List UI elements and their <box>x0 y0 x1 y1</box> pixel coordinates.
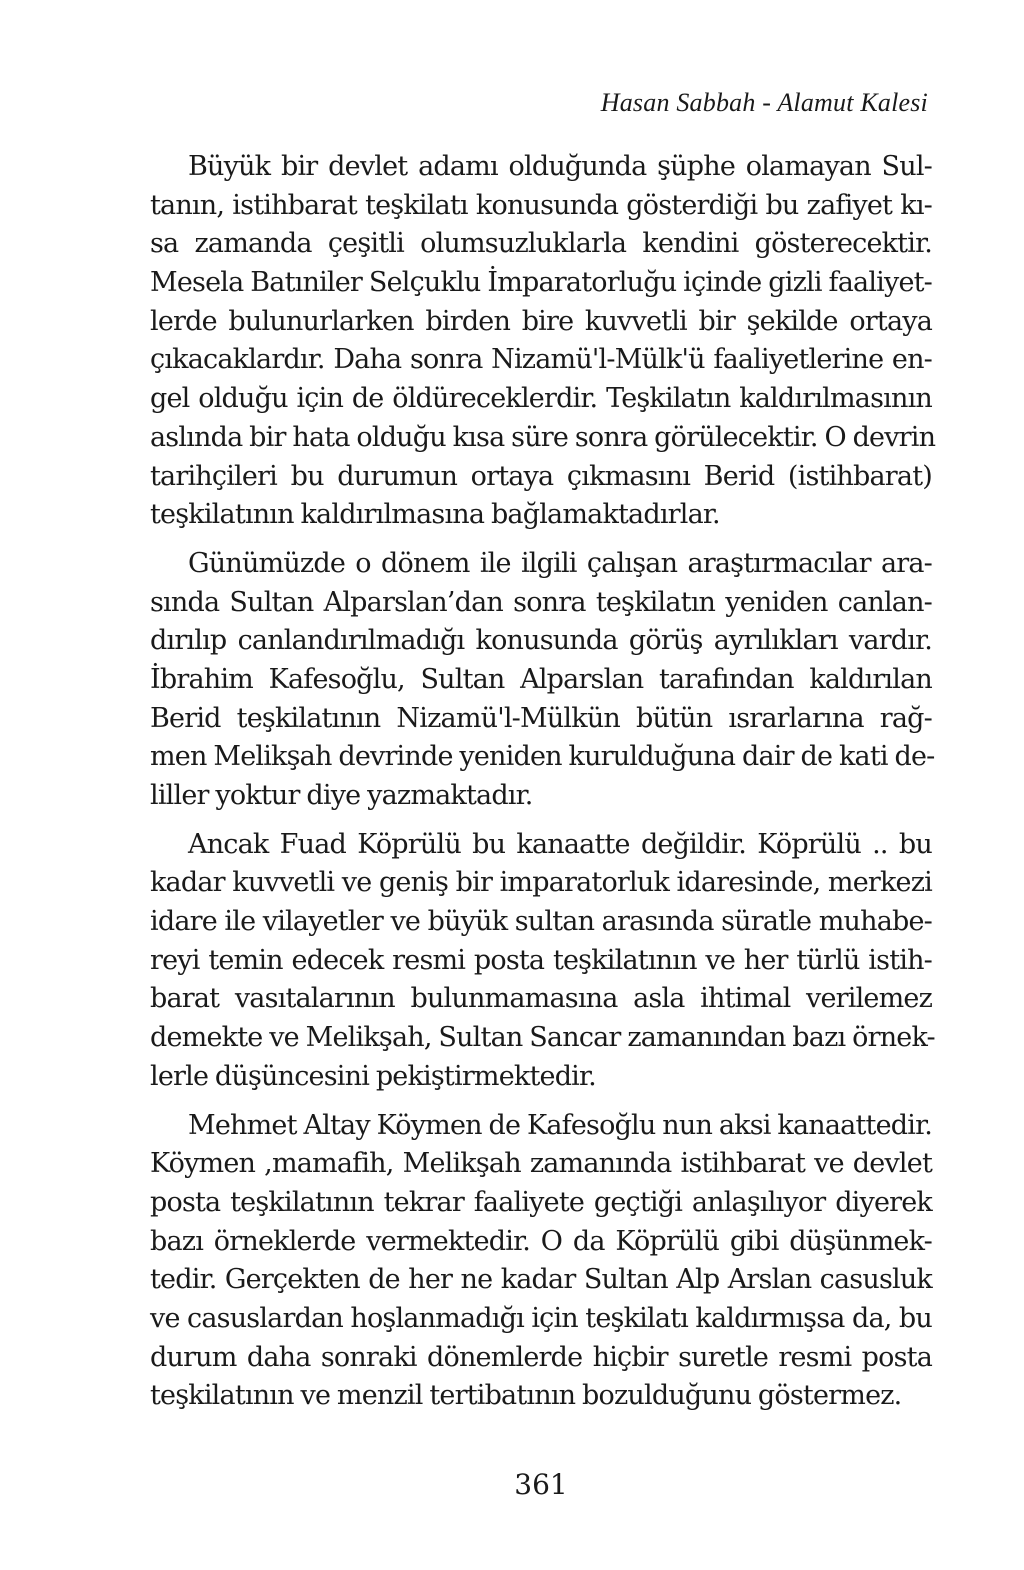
text-line: sında Sultan Alparslan’dan sonra teşkilatın yeniden canlan- <box>150 586 932 618</box>
text-line: lerle düşüncesini pekiştirmektedir. <box>150 1060 596 1092</box>
text-line: ve casuslardan hoşlanmadığı için teşkilatı kaldırmışsa da, bu <box>150 1302 932 1334</box>
text-line: durum daha sonraki dönemlerde hiçbir suretle resmi posta <box>150 1341 932 1373</box>
text-line: lerde bulunurlarken birden bire kuvvetli bir şekilde ortaya <box>150 305 932 337</box>
text-line: Günümüzde o dönem ile ilgili çalışan araştırmacılar ara- <box>188 547 932 579</box>
text-line: İbrahim Kafesoğlu, Sultan Alparslan tarafından kaldırılan <box>150 663 932 695</box>
text-line: tarihçileri bu durumun ortaya çıkmasını Berid (istihbarat) <box>150 460 932 492</box>
text-line: dırılıp canlandırılmadığı konusunda görüş ayrılıkları vardır. <box>150 625 932 657</box>
text-line: Mesela Batıniler Selçuklu İmparatorluğu içinde gizli faaliyet- <box>150 267 932 299</box>
page-number: 361 <box>514 1468 568 1501</box>
text-line: Köymen ,mamafih, Melikşah zamanında istihbarat ve devlet <box>150 1148 932 1180</box>
text-line: çıkacaklardır. Daha sonra Nizamü'l-Mülk'ü faaliyetlerine en- <box>150 344 932 376</box>
text-line: Mehmet Altay Köymen de Kafesoğlu nun aksi kanaattedir. <box>188 1109 932 1141</box>
text-line: gel olduğu için de öldüreceklerdir. Teşkilatın kaldırılmasının <box>150 383 932 415</box>
text-line: men Melikşah devrinde yeniden kurulduğuna dair de kati de- <box>150 741 935 773</box>
text-line: bazı örneklerde vermektedir. O da Köprülü gibi düşünmek- <box>150 1225 932 1257</box>
text-line: idare ile vilayetler ve büyük sultan arasında süratle muhabe- <box>150 906 932 938</box>
text-line: kadar kuvvetli ve geniş bir imparatorluk idaresinde, merkezi <box>150 867 932 899</box>
text-line: teşkilatının kaldırılmasına bağlamaktadırlar. <box>150 499 720 531</box>
text-line: tedir. Gerçekten de her ne kadar Sultan Alp Arslan casusluk <box>150 1264 932 1296</box>
text-line: Büyük bir devlet adamı olduğunda şüphe olamayan Sul- <box>188 151 932 182</box>
text-line: teşkilatının ve menzil tertibatının bozulduğunu göstermez. <box>150 1380 902 1412</box>
paragraph <box>150 1107 932 1417</box>
text-line: sa zamanda çeşitli olumsuzluklarla kendini gösterecektir. <box>150 228 932 260</box>
text-line: demekte ve Melikşah, Sultan Sancar zamanından bazı örnek- <box>150 1022 935 1054</box>
text-line: tanın, istihbarat teşkilatı konusunda gösterdiği bu zafiyet kı- <box>150 189 932 221</box>
running-header: Hasan Sabbah - Alamut Kalesi <box>600 88 928 117</box>
text-line: Berid teşkilatının Nizamü'l-Mülkün bütün ısrarlarına rağ- <box>150 702 932 734</box>
text-line: posta teşkilatının tekrar faaliyete geçtiği anlaşılıyor diyerek <box>150 1186 932 1218</box>
text-line: reyi temin edecek resmi posta teşkilatının ve her türlü istih- <box>150 944 932 976</box>
text-line: liller yoktur diye yazmaktadır. <box>150 780 533 811</box>
paragraph <box>150 545 935 816</box>
text-line: aslında bir hata olduğu kısa süre sonra görülecektir. O devrin <box>150 421 936 453</box>
paragraph <box>150 826 935 1097</box>
text-line: Ancak Fuad Köprülü bu kanaatte değildir. Köprülü .. bu <box>188 828 932 860</box>
paragraph <box>150 148 936 535</box>
body-text <box>150 148 936 1416</box>
text-line: barat vasıtalarının bulunmamasına asla ihtimal verilemez <box>150 983 932 1015</box>
